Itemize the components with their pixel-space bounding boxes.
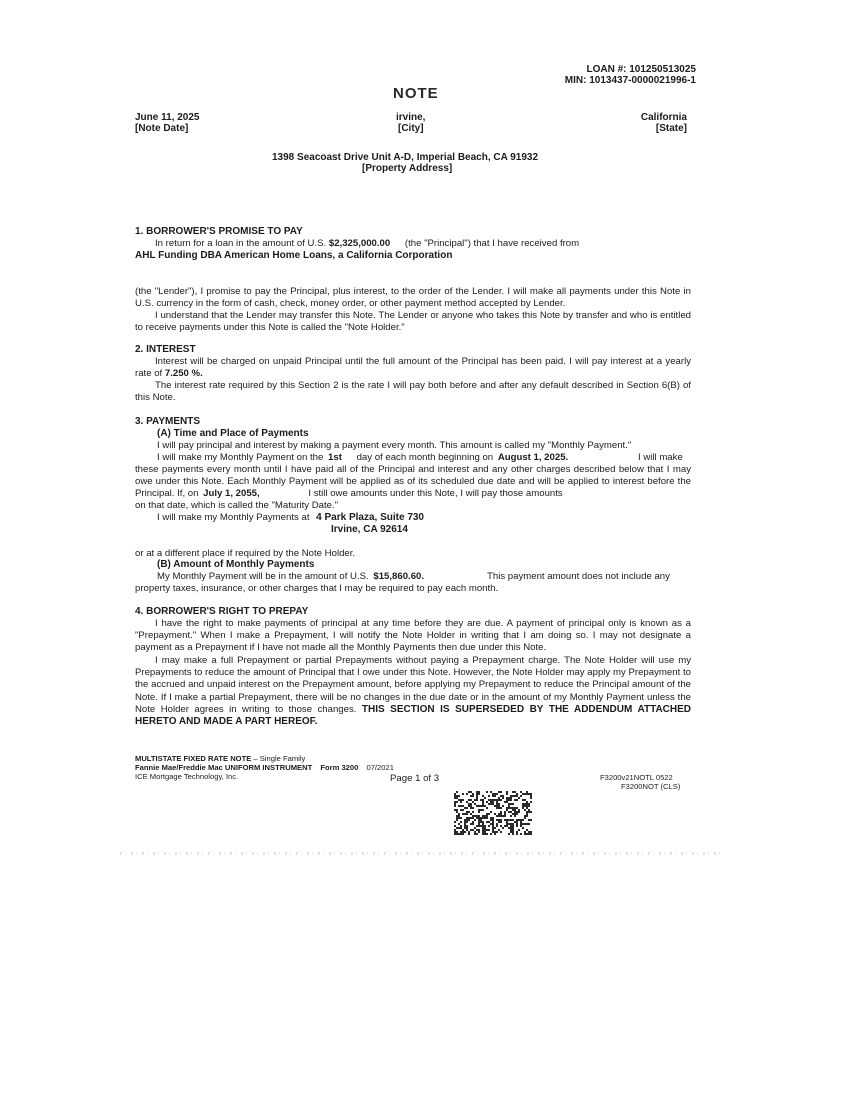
interest-rate: 7.250 %. bbox=[164, 368, 203, 380]
payment-place-address-2: Irvine, CA 92614 bbox=[331, 524, 408, 535]
state: California bbox=[640, 112, 687, 123]
section-4-paragraph-2: I may make a full Prepayment or partial Prepayments without paying a Prepayment charge. The Note Holder will use my Prepayments to reduce the amount of Principal that I owe under this Note. However, the Note Holder may apply my Prepayment to the accrued and unpaid interest on the Prepayment amount, before applying my Prepayment to reduce the Principal amount of the Note. If I make a partial Prepayment, there will be no changes in the due date or in the amount of my Monthly Payment unless the Note Holder agrees in writing to those changes. THIS SECTION IS SUPERSEDED BY THE ADDENDUM ATTACHED HERETO AND MADE A PART HEREOF. bbox=[135, 655, 691, 728]
loan-number: LOAN #: 101250513025 bbox=[586, 64, 696, 75]
state-label: [State] bbox=[655, 123, 687, 134]
page-number: Page 1 of 3 bbox=[390, 773, 440, 784]
property-address-label: [Property Address] bbox=[362, 163, 453, 174]
monthly-payment-line-end: This payment amount does not include any bbox=[487, 571, 670, 582]
principal-amount: $2,325,000.00 bbox=[328, 238, 391, 249]
note-date: June 11, 2025 bbox=[135, 112, 200, 123]
payment-place-alt: or at a different place if required by the Note Holder. bbox=[135, 548, 356, 559]
interest-text: Interest will be charged on unpaid Principal until the full amount of the Principal has been paid. I will pay interest at a yearly rate of bbox=[135, 356, 691, 380]
section-2-paragraph-2: The interest rate required by this Section 2 is the rate I will pay both before and after any default described in Section 6(B) of this Note. bbox=[135, 380, 691, 404]
monthly-payment-line-2: property taxes, insurance, or other charges that I may be required to pay each month. bbox=[135, 583, 499, 594]
barcode-graphic bbox=[454, 791, 532, 835]
section-2-heading: 2. INTEREST bbox=[135, 344, 196, 355]
payment-place-line: I will make my Monthly Payments at 4 Park Plaza, Suite 730 bbox=[157, 512, 424, 523]
note-date-label: [Note Date] bbox=[135, 123, 189, 134]
section-3a-line-2-end: I will make bbox=[638, 452, 683, 463]
section-2-paragraph-1 bbox=[135, 356, 691, 380]
monthly-payment-amount: $15,860.60. bbox=[373, 571, 425, 582]
loan-amount-pre: In return for a loan in the amount of U.S. bbox=[155, 238, 327, 249]
section-1-loan-line bbox=[155, 238, 579, 250]
city: irvine, bbox=[396, 112, 426, 123]
section-3a-line-1: I will pay principal and interest by making a payment every month. This amount is called my "Monthly Payment." bbox=[157, 440, 632, 451]
footer-form-title: MULTISTATE FIXED RATE NOTE – Single Family bbox=[135, 754, 306, 763]
scan-artifact-line bbox=[120, 852, 720, 855]
form-code-1: F3200v21NOTL 0522 bbox=[600, 773, 673, 782]
maturity-date: July 1, 2055, bbox=[203, 488, 260, 500]
section-1-heading: 1. BORROWER'S PROMISE TO PAY bbox=[135, 226, 303, 237]
section-3-heading: 3. PAYMENTS bbox=[135, 416, 201, 427]
first-payment-date: August 1, 2025. bbox=[497, 452, 569, 463]
superseded-notice: THIS SECTION IS SUPERSEDED BY THE ADDENDUM ATTACHED HERETO AND MADE A PART HEREOF. bbox=[135, 703, 691, 728]
form-code-2: F3200NOT (CLS) bbox=[621, 782, 681, 791]
section-1-paragraph-2: I understand that the Lender may transfer this Note. The Lender or anyone who takes this Note by transfer and who is entitled to receive payments under this Note is called the "Note Holder." bbox=[135, 310, 691, 334]
loan-amount-post: (the "Principal") that I have received from bbox=[404, 238, 580, 249]
section-4-paragraph-1: I have the right to make payments of principal at any time before they are due. A payment of principal only is known as a "Prepayment." When I make a Prepayment, I will notify the Note Holder in writing that I am doing so. I may not designate a payment as a Prepayment if I have not made all the Monthly Payments then due under this Note. bbox=[135, 618, 691, 654]
document-title: NOTE bbox=[393, 85, 439, 102]
section-3b-heading: (B) Amount of Monthly Payments bbox=[157, 559, 315, 570]
section-3a-line-2: I will make my Monthly Payment on the 1st day of each month beginning on August 1, 2025. bbox=[157, 452, 569, 463]
section-3a-heading: (A) Time and Place of Payments bbox=[157, 428, 309, 439]
maturity-date-line: on that date, which is called the "Maturity Date." bbox=[135, 500, 339, 511]
monthly-payment-line: My Monthly Payment will be in the amount of U.S. $15,860.60. bbox=[157, 571, 425, 582]
lender-name: AHL Funding DBA American Home Loans, a California Corporation bbox=[135, 250, 453, 261]
city-label: [City] bbox=[398, 123, 424, 134]
section-1-paragraph-1: (the "Lender"), I promise to pay the Principal, plus interest, to the order of the Lender. I will make all payments under this Note in U.S. currency in the form of cash, check, money order, or other payment method accepted by Lender. bbox=[135, 286, 691, 310]
property-address: 1398 Seacoast Drive Unit A-D, Imperial Beach, CA 91932 bbox=[272, 152, 539, 163]
section-3a-paragraph: these payments every month until I have paid all of the Principal and interest and any other charges described below that I may owe under this Note. Each Monthly Payment will be applied as of its scheduled due date and will be applied to interest before the Principal. If, on July 1, 2055, I still owe amounts under this Note, I will pay those amounts bbox=[135, 464, 691, 500]
payment-day: 1st bbox=[328, 452, 342, 463]
footer-company: ICE Mortgage Technology, Inc. bbox=[135, 772, 239, 781]
min-number: MIN: 1013437-0000021996-1 bbox=[564, 75, 696, 86]
footer-instrument: Fannie Mae/Freddie Mac UNIFORM INSTRUMENT Form 3200 07/2021 bbox=[135, 763, 394, 772]
payment-place-address-1: 4 Park Plaza, Suite 730 bbox=[316, 512, 424, 523]
section-4-heading: 4. BORROWER'S RIGHT TO PREPAY bbox=[135, 606, 309, 617]
